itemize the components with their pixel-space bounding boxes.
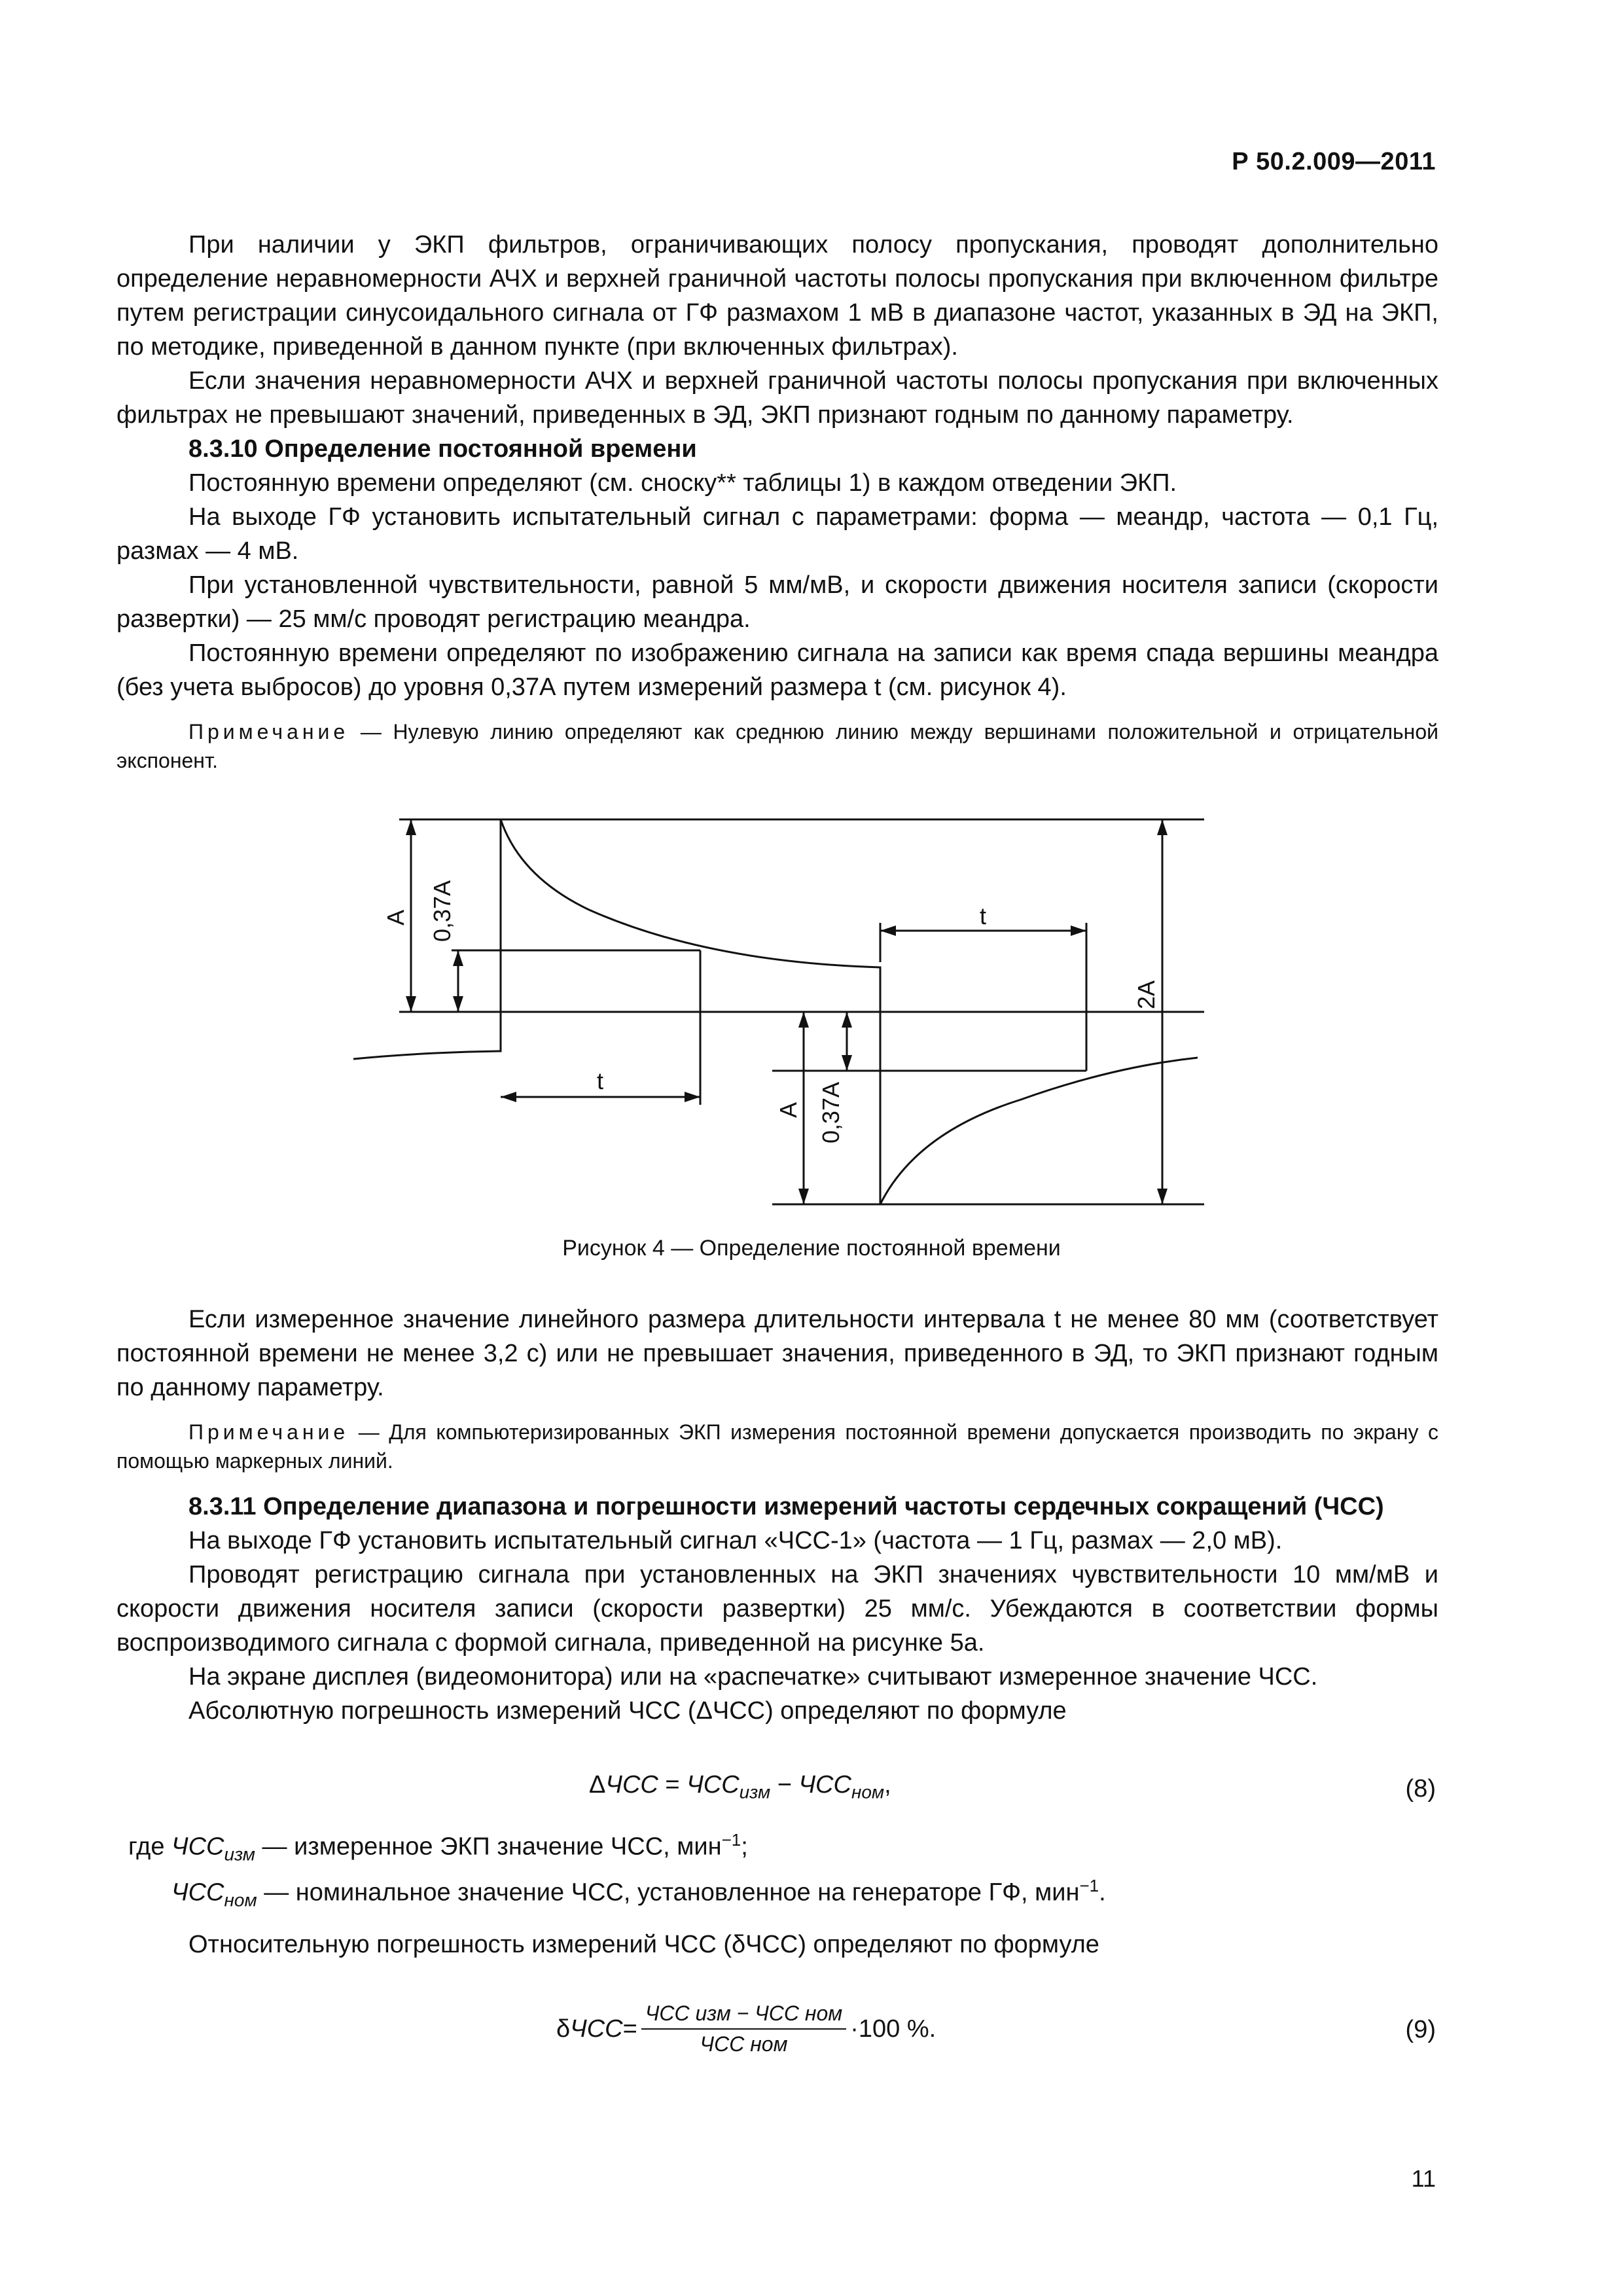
note-text: — Нулевую линию определяют как среднюю линию между вершинами положительной и отрицательной экспонент. xyxy=(116,720,1438,772)
paragraph-hr-register: Проводят регистрацию сигнала при установленных на ЭКП значениях чувствительности 10 мм/мВ и скорости движения носителя записи (скорости развертки) 25 мм/с. Убеждаются в соответствии формы воспроизводимого сигнала с формой сигнала, приведенной на рисунке 5а. xyxy=(116,1561,1438,1657)
label-t-2: t xyxy=(979,903,987,929)
document-code: Р 50.2.009—2011 xyxy=(1232,148,1436,175)
paragraph-abs-error: Абсолютную погрешность измерений ЧСС (ΔЧСС) определяют по формуле xyxy=(188,1697,1067,1725)
paragraph-signal-params: На выходе ГФ установить испытательный сигнал с параметрами: форма — меандр, частота — 0,1 Гц, размах — 4 мВ. xyxy=(116,503,1438,565)
where-clause-2: $ЧСС_{ном}$ — номинальное значение ЧСС, установленное на генераторе ГФ, мин$^{-1}$. xyxy=(171,1876,1106,1910)
paragraph-measure-t: Постоянную времени определяют по изображению сигнала на записи как время спада вершины меандра (без учета выбросов) до уровня 0,37А путем измерений размера t (см. рисунок 4). xyxy=(116,639,1438,701)
fraction xyxy=(641,2001,846,2056)
paragraph-rel-error: Относительную погрешность измерений ЧСС (δЧСС) определяют по формуле xyxy=(188,1931,1099,1958)
label-t-1: t xyxy=(596,1067,604,1094)
paragraph-filters: При наличии у ЭКП фильтров, ограничивающих полосу пропускания, проводят дополнительно определение неравномерности АЧХ и верхней граничной частоты полосы пропускания при включенном фильтре путем регистрации синусоидального сигнала от ГФ размахом 1 мВ в диапазоне частот, указанных в ЭД на ЭКП, по методике, приведенной в данном пункте (при включенных фильтрах). xyxy=(116,231,1438,361)
delta-symbol: Δ xyxy=(589,1771,606,1799)
fraction-denominator: ЧСС ном xyxy=(700,2032,788,2056)
fraction-numerator: ЧСС изм − ЧСС ном xyxy=(641,2001,846,2030)
paragraph-time-constant: Постоянную времени определяют (см. сноску** таблицы 1) в каждом отведении ЭКП. xyxy=(188,469,1177,497)
where-clause-1: где $ЧСС_{изм}$ — измеренное ЭКП значение ЧСС, мин$^{-1}$; xyxy=(128,1830,748,1865)
label-037a-top: 0,37А xyxy=(429,880,455,942)
label-2a: 2А xyxy=(1133,980,1160,1010)
paragraph-filters-result: Если значения неравномерности АЧХ и верхней граничной частоты полосы пропускания при включенных фильтрах не превышают значений, приведенных в ЭД, ЭКП признают годным по данному параметру. xyxy=(116,367,1438,429)
figure-caption: Рисунок 4 — Определение постоянной времени xyxy=(562,1236,1061,1261)
note-label-2: Примечание xyxy=(188,1420,349,1444)
label-a-bottom: А xyxy=(775,1102,802,1119)
paragraph-sensitivity: При установленной чувствительности, равной 5 мм/мВ, и скорости движения носителя записи (скорости развертки) — 25 мм/с проводят регистрацию меандра. xyxy=(116,571,1438,633)
section-heading-8-3-11: 8.3.11 Определение диапазона и погрешности измерений частоты сердечных сокращений (ЧСС) xyxy=(188,1493,1384,1520)
note-text-2: — Для компьютеризированных ЭКП измерения постоянной времени допускается производить по экрану с помощью маркерных линий. xyxy=(116,1420,1438,1473)
formula-8: $\Delta ЧСС = ЧСС_{изм} - ЧСС_{ном}$, xyxy=(589,1771,891,1803)
section-heading-8-3-10: 8.3.10 Определение постоянной времени xyxy=(188,435,697,463)
page-number: 11 xyxy=(1411,2165,1436,2192)
paragraph-t-criteria: Если измеренное значение линейного размера длительности интервала t не менее 80 мм (соответствует постоянной времени не менее 3,2 с) или не превышает значения, приведенного в ЭД, то ЭКП признают годным по данному параметру. xyxy=(116,1306,1438,1401)
note-computerized xyxy=(116,1418,1438,1475)
paragraph-hr-signal: На выходе ГФ установить испытательный сигнал «ЧСС-1» (частота — 1 Гц, размах — 2,0 мВ). xyxy=(188,1527,1283,1554)
formula-9: δ ЧСС = $\frac{\text{ЧСС изм − ЧСС ном}}{\text{ЧСС ном}}$ ·100 %. xyxy=(556,2001,936,2056)
note-label: Примечание xyxy=(188,720,349,744)
label-a-top: А xyxy=(382,909,409,926)
equation-number-8: (8) xyxy=(1405,1775,1436,1803)
paragraph-hr-read: На экране дисплея (видеомонитора) или на «распечатке» считывают измеренное значение ЧСС. xyxy=(188,1663,1318,1691)
text-block-middle xyxy=(116,1302,1438,1728)
equation-number-9: (9) xyxy=(1405,2016,1436,2043)
delta-small-symbol: δ xyxy=(556,2015,571,2043)
label-037a-bottom: 0,37А xyxy=(817,1081,844,1144)
